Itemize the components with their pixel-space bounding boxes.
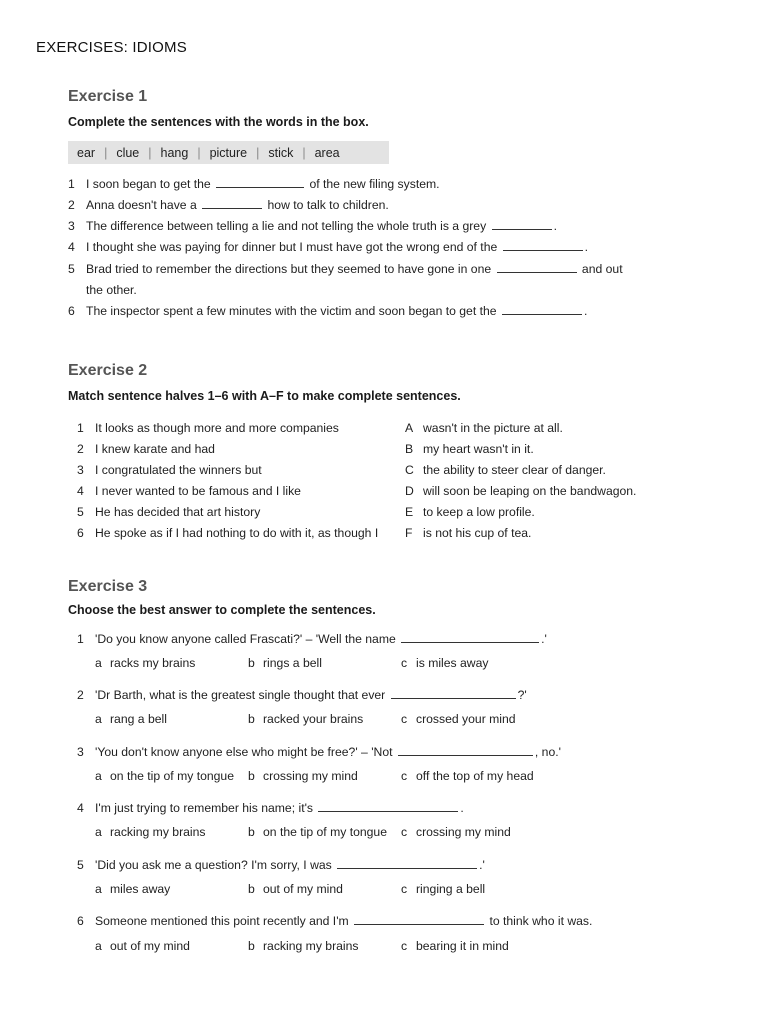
item-text: Anna doesn't have a — [86, 198, 197, 212]
question-text: ?' — [517, 688, 527, 702]
answer-blank[interactable] — [503, 240, 583, 251]
exercise-2-instruction: Match sentence halves 1–6 with A–F to make complete sentences. — [68, 389, 461, 403]
item-number: 4 — [77, 484, 84, 498]
item-text: wasn't in the picture at all. — [423, 421, 563, 435]
exercise-3-instruction: Choose the best answer to complete the sentences. — [68, 603, 376, 617]
match-left-item — [77, 526, 378, 540]
item-number: 6 — [77, 914, 84, 928]
option-a[interactable]: a racking my brains — [95, 825, 206, 839]
item-text: . — [583, 304, 588, 318]
exercise-3-question — [77, 688, 527, 702]
match-right-item — [405, 463, 606, 477]
match-left-item — [77, 442, 215, 456]
exercise-1-item — [68, 304, 587, 318]
item-text: The inspector spent a few minutes with the victim and soon began to get the — [86, 304, 497, 318]
question-text: 'You don't know anyone else who might be free?' – 'Not — [95, 745, 393, 759]
answer-blank[interactable] — [401, 632, 539, 643]
item-text: . — [553, 219, 557, 233]
item-number: 1 — [68, 177, 75, 191]
option-c[interactable]: c crossed your mind — [401, 712, 516, 726]
item-text: He spoke as if I had nothing to do with it, as though I — [95, 526, 379, 540]
item-text: is not his cup of tea. — [423, 526, 532, 540]
option-b[interactable]: b racked your brains — [248, 712, 364, 726]
exercise-1-item — [68, 240, 588, 254]
exercise-3-question — [77, 914, 592, 928]
question-text: , no.' — [534, 745, 561, 759]
exercise-1-instruction: Complete the sentences with the words in the box. — [68, 115, 369, 129]
item-text: the ability to steer clear of danger. — [423, 463, 606, 477]
option-a[interactable]: a on the tip of my tongue — [95, 769, 234, 783]
answer-blank[interactable] — [354, 914, 484, 925]
option-b[interactable]: b racking my brains — [248, 939, 359, 953]
answer-blank[interactable] — [492, 219, 552, 230]
item-text: to keep a low profile. — [423, 505, 535, 519]
option-b[interactable]: b on the tip of my tongue — [248, 825, 387, 839]
question-text: .' — [541, 632, 547, 646]
item-number: 2 — [77, 688, 84, 702]
item-text: my heart wasn't in it. — [423, 442, 534, 456]
exercise-1-heading: Exercise 1 — [68, 88, 148, 105]
option-b[interactable]: b crossing my mind — [248, 769, 358, 783]
item-letter: B — [405, 442, 414, 456]
exercise-3-question — [77, 745, 561, 759]
exercise-1-item — [68, 177, 440, 191]
match-right-item — [405, 484, 636, 498]
exercise-1-item — [68, 198, 389, 212]
item-text: I knew karate and had — [95, 442, 215, 456]
option-c[interactable]: c crossing my mind — [401, 825, 511, 839]
answer-blank[interactable] — [398, 745, 533, 756]
word-box-item: area — [314, 145, 340, 160]
answer-blank[interactable] — [318, 801, 458, 812]
item-number: 5 — [77, 858, 84, 872]
question-text: . — [460, 801, 464, 815]
answer-blank[interactable] — [216, 177, 304, 188]
item-text: It looks as though more and more companies — [95, 421, 339, 435]
item-letter: A — [405, 421, 414, 435]
question-text: 'Did you ask me a question? I'm sorry, I was — [95, 858, 332, 872]
match-left-item — [77, 484, 301, 498]
word-box-item: picture — [209, 145, 248, 160]
word-box: ear | clue | hang | picture | stick | area — [68, 141, 389, 164]
question-text: .' — [479, 858, 485, 872]
answer-blank[interactable] — [497, 262, 577, 273]
question-text: to think who it was. — [489, 914, 593, 928]
item-text: I never wanted to be famous and I like — [95, 484, 301, 498]
match-left-item — [77, 505, 260, 519]
item-number: 4 — [68, 240, 75, 254]
match-right-item — [405, 505, 535, 519]
option-c[interactable]: c is miles away — [401, 656, 489, 670]
item-letter: D — [405, 484, 414, 498]
item-text: The difference between telling a lie and not telling the whole truth is a grey — [86, 219, 487, 233]
item-text: of the new filing system. — [309, 177, 440, 191]
item-number: 3 — [68, 219, 75, 233]
option-b[interactable]: b rings a bell — [248, 656, 322, 670]
item-number: 1 — [77, 632, 84, 646]
item-number: 3 — [77, 745, 84, 759]
question-text: I'm just trying to remember his name; it's — [95, 801, 314, 815]
option-a[interactable]: a rang a bell — [95, 712, 167, 726]
item-text: I soon began to get the — [86, 177, 211, 191]
item-number: 3 — [77, 463, 84, 477]
item-text: I congratulated the winners but — [95, 463, 262, 477]
match-right-item — [405, 442, 534, 456]
exercise-1-item — [68, 219, 557, 233]
question-text: 'Do you know anyone called Frascati?' – 'Well the name — [95, 632, 396, 646]
item-number: 5 — [77, 505, 84, 519]
word-box-item: clue — [116, 145, 140, 160]
answer-blank[interactable] — [391, 688, 516, 699]
item-text: Brad tried to remember the directions but they seemed to have gone in one — [86, 262, 492, 276]
item-number: 2 — [77, 442, 84, 456]
item-text: . — [584, 240, 589, 254]
exercise-1-item-continuation: the other. — [86, 283, 137, 297]
question-text: Someone mentioned this point recently and I'm — [95, 914, 349, 928]
page-title: EXERCISES: IDIOMS — [36, 39, 187, 56]
item-text: and out — [581, 262, 623, 276]
item-number: 2 — [68, 198, 75, 212]
item-number: 4 — [77, 801, 84, 815]
exercise-1-item — [68, 262, 623, 276]
option-c[interactable]: c bearing it in mind — [401, 939, 509, 953]
item-text: He has decided that art history — [95, 505, 261, 519]
item-text: how to talk to children. — [267, 198, 389, 212]
match-right-item — [405, 421, 563, 435]
answer-blank[interactable] — [502, 304, 582, 315]
option-a[interactable]: a racks my brains — [95, 656, 196, 670]
answer-blank[interactable] — [202, 198, 262, 209]
item-text: will soon be leaping on the bandwagon. — [423, 484, 637, 498]
item-letter: E — [405, 505, 414, 519]
option-b[interactable]: b out of my mind — [248, 882, 343, 896]
exercise-2-heading: Exercise 2 — [68, 362, 148, 379]
answer-blank[interactable] — [337, 858, 477, 869]
question-text: 'Dr Barth, what is the greatest single thought that ever — [95, 688, 386, 702]
match-right-item — [405, 526, 531, 540]
exercise-3-question — [77, 801, 464, 815]
item-number: 6 — [68, 304, 75, 318]
item-number: 5 — [68, 262, 75, 276]
item-letter: C — [405, 463, 414, 477]
match-left-item — [77, 421, 339, 435]
item-number: 1 — [77, 421, 84, 435]
word-box-item: hang — [160, 145, 189, 160]
exercise-3-question — [77, 858, 485, 872]
exercise-3-question — [77, 632, 547, 646]
item-number: 6 — [77, 526, 84, 540]
option-c[interactable]: c ringing a bell — [401, 882, 486, 896]
item-letter: F — [405, 526, 413, 540]
word-box-item: stick — [268, 145, 294, 160]
option-a[interactable]: a out of my mind — [95, 939, 190, 953]
item-text: I thought she was paying for dinner but I must have got the wrong end of the — [86, 240, 498, 254]
match-left-item — [77, 463, 262, 477]
option-c[interactable]: c off the top of my head — [401, 769, 534, 783]
word-box-item: ear — [77, 145, 96, 160]
option-a[interactable]: a miles away — [95, 882, 171, 896]
exercise-3-heading: Exercise 3 — [68, 578, 148, 595]
